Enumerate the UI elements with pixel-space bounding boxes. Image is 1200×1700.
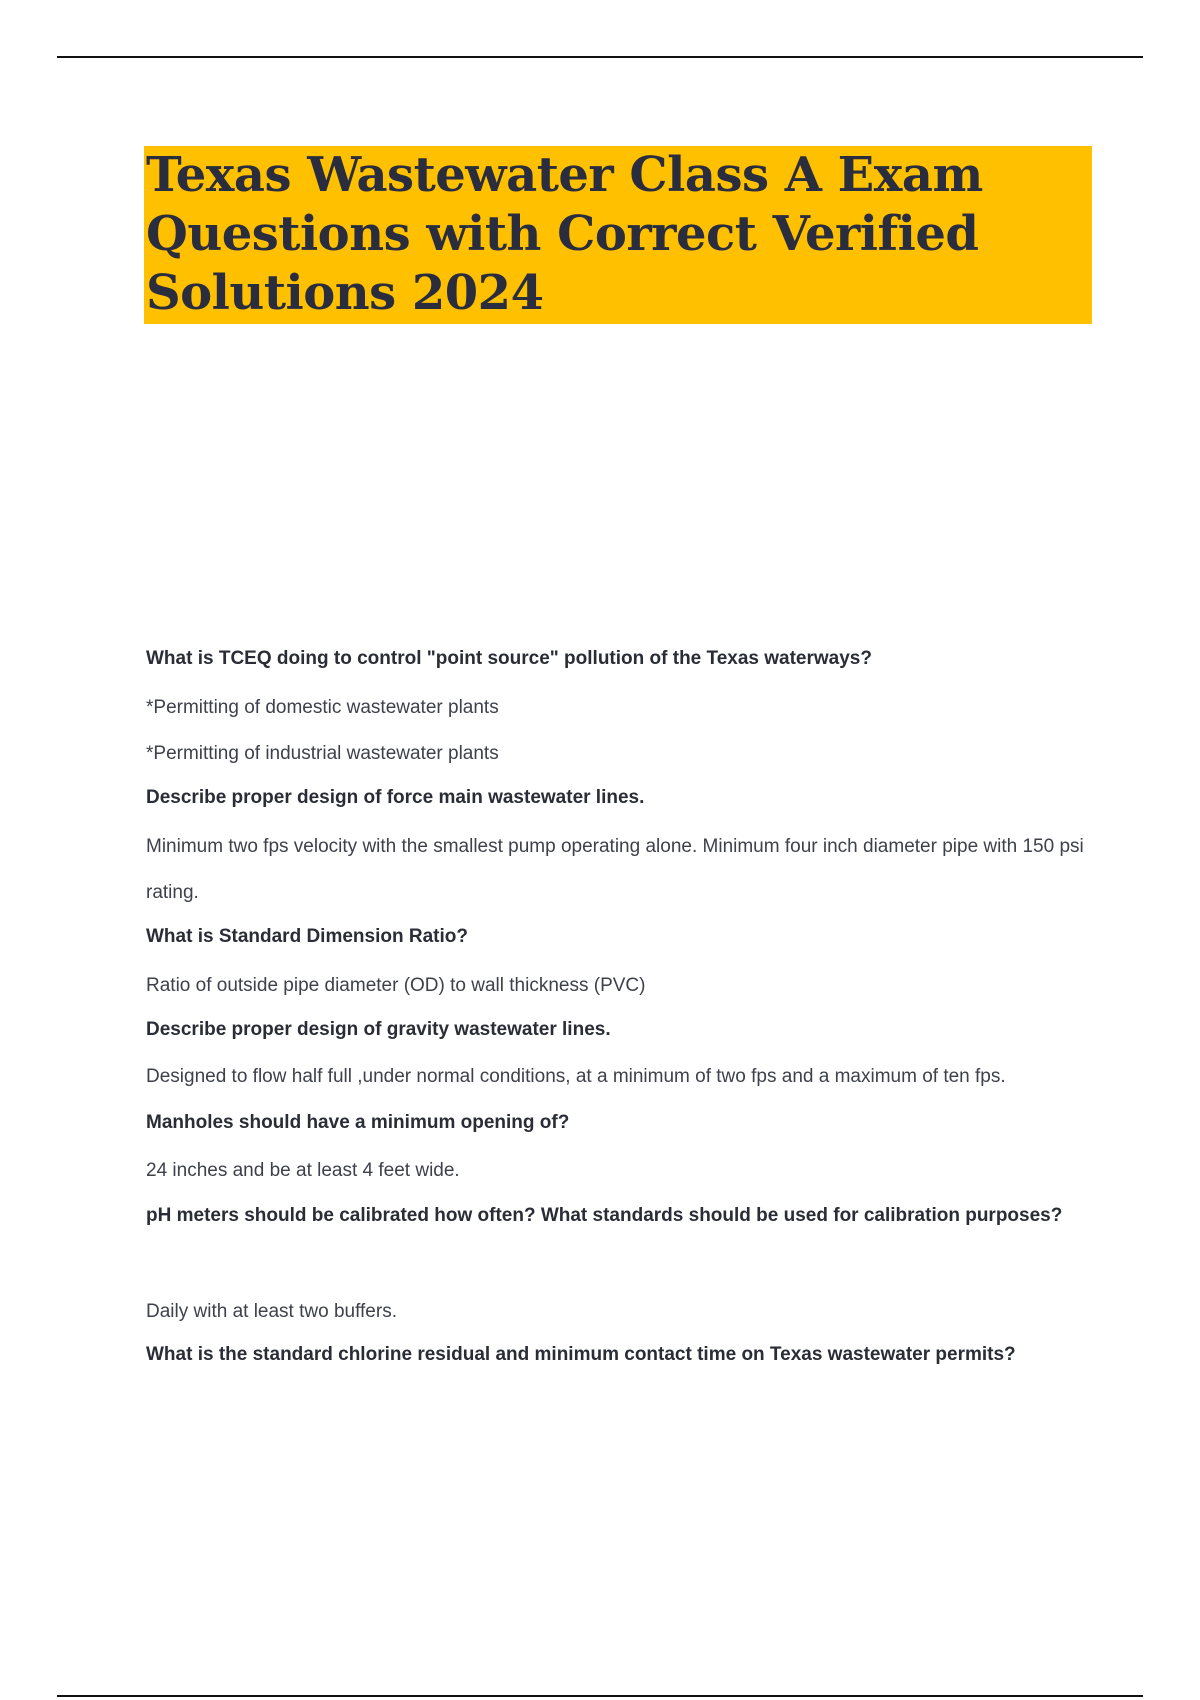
answer-ph-calibration: Daily with at least two buffers.	[146, 1301, 397, 1322]
answer-domestic-permitting: *Permitting of domestic wastewater plants	[146, 697, 499, 718]
bottom-rule	[57, 1695, 1143, 1697]
question-force-main-design: Describe proper design of force main wastewater lines.	[146, 787, 645, 808]
top-rule	[57, 56, 1143, 58]
answer-manhole-opening: 24 inches and be at least 4 feet wide.	[146, 1160, 460, 1181]
answer-force-main-design: Minimum two fps velocity with the smallest pump operating alone. Minimum four inch diameter pipe with 150 psi rating.	[146, 836, 1084, 903]
question-tceq-point-source: What is TCEQ doing to control "point source" pollution of the Texas waterways?	[146, 648, 872, 669]
answer-gravity-line-design: Designed to flow half full ,under normal conditions, at a minimum of two fps and a maximum of ten fps.	[146, 1066, 1006, 1087]
question-standard-dimension-ratio: What is Standard Dimension Ratio?	[146, 926, 468, 947]
question-chlorine-residual: What is the standard chlorine residual and minimum contact time on Texas wastewater permits?	[146, 1344, 1016, 1365]
answer-standard-dimension-ratio: Ratio of outside pipe diameter (OD) to wall thickness (PVC)	[146, 975, 646, 996]
question-ph-calibration: pH meters should be calibrated how often? What standards should be used for calibration purposes?	[146, 1205, 1063, 1226]
question-manhole-opening: Manholes should have a minimum opening of?	[146, 1112, 570, 1133]
document-title: Texas Wastewater Class A Exam Questions with Correct Verified Solutions 2024	[146, 147, 983, 321]
answer-industrial-permitting: *Permitting of industrial wastewater plants	[146, 743, 499, 764]
question-gravity-line-design: Describe proper design of gravity wastewater lines.	[146, 1019, 611, 1040]
